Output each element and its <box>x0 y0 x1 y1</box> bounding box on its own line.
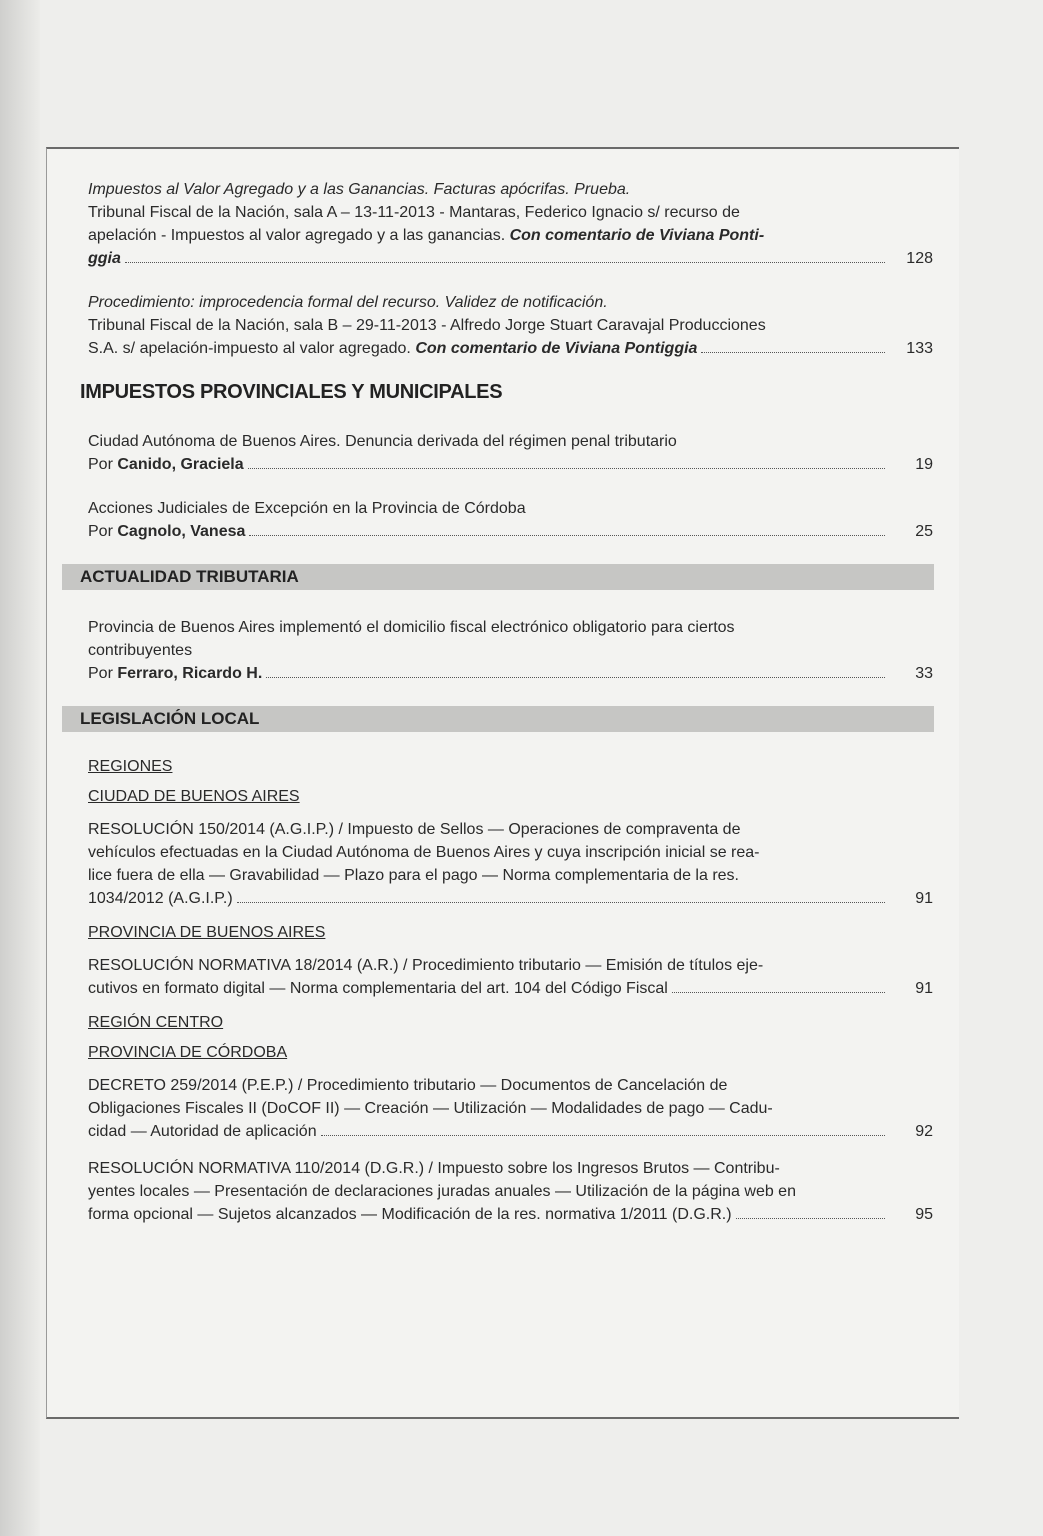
section-bar: LEGISLACIÓN LOCAL <box>62 706 934 732</box>
page-number: 91 <box>915 890 933 907</box>
toc-entry[interactable]: RESOLUCIÓN NORMATIVA 18/2014 (A.R.) / Procedimiento tributario — Emisión de títulos eje- cutivos en formato digital — Norma complementaria del art. 104 del Código Fiscal 91 <box>88 954 933 1000</box>
entry-line: apelación - Impuestos al valor agregado y a las ganancias. Con comentario de Viviana Ponti- <box>88 227 765 244</box>
subregion-heading: PROVINCIA DE CÓRDOBA <box>88 1044 288 1061</box>
entry-title: Provincia de Buenos Aires implementó el domicilio fiscal electrónico obligatorio para ciertos <box>88 619 735 636</box>
region-heading: REGIÓN CENTRO <box>88 1014 224 1031</box>
entry-subject: Procedimiento: improcedencia formal del recurso. Validez de notificación. <box>88 294 608 311</box>
entry-title: contribuyentes <box>88 642 193 659</box>
section-bar: ACTUALIDAD TRIBUTARIA <box>62 564 934 590</box>
table-of-contents <box>80 178 933 1240</box>
entry-title: Acciones Judiciales de Excepción en la Provincia de Córdoba <box>88 500 526 517</box>
toc-entry[interactable] <box>88 291 933 360</box>
entry-line: Tribunal Fiscal de la Nación, sala A – 13-11-2013 - Mantaras, Federico Ignacio s/ recurso de <box>88 204 740 221</box>
page-number: 91 <box>915 980 933 997</box>
toc-entry[interactable]: RESOLUCIÓN NORMATIVA 110/2014 (D.G.R.) / Impuesto sobre los Ingresos Brutos — Contribu- yentes locales — Presentación de declaraciones juradas anuales — Utilización de la página web en forma opcional — Sujetos alcanzados — Modificación de la res. normativa 1/2011 (D.G.R.) 95 <box>88 1157 933 1226</box>
entry-leader: forma opcional — Sujetos alcanzados — Modificación de la res. normativa 1/2011 (D.G.R.) 95 <box>88 1203 933 1226</box>
page-shadow <box>0 0 40 1536</box>
entry-subject: Impuestos al Valor Agregado y a las Ganancias. Facturas apócrifas. Prueba. <box>88 181 631 198</box>
toc-entry[interactable]: DECRETO 259/2014 (P.E.P.) / Procedimiento tributario — Documentos de Cancelación de Obligaciones Fiscales II (DoCOF II) — Creación — Utilización — Modalidades de pago — Cadu- cidad — Autoridad de aplicación 92 <box>88 1074 933 1143</box>
page-number: 19 <box>915 456 933 473</box>
page-number: 25 <box>915 523 933 540</box>
section-title: IMPUESTOS PROVINCIALES Y MUNICIPALES <box>80 381 503 403</box>
subregion-heading: PROVINCIA DE BUENOS AIRES <box>88 924 326 941</box>
entry-leader: 1034/2012 (A.G.I.P.) 91 <box>88 887 933 910</box>
subregion-heading: CIUDAD DE BUENOS AIRES <box>88 788 300 805</box>
entry-leader: Por Cagnolo, Vanesa 25 <box>88 520 933 543</box>
entry-title: Ciudad Autónoma de Buenos Aires. Denuncia derivada del régimen penal tributario <box>88 433 677 450</box>
toc-entry[interactable] <box>88 178 933 270</box>
entry-leader: Por Ferraro, Ricardo H. 33 <box>88 662 933 685</box>
toc-entry[interactable] <box>88 497 933 543</box>
entry-line: Tribunal Fiscal de la Nación, sala B – 29-11-2013 - Alfredo Jorge Stuart Caravajal Producciones <box>88 317 766 334</box>
entry-leader: cidad — Autoridad de aplicación 92 <box>88 1120 933 1143</box>
author: Canido, Graciela <box>117 456 244 473</box>
region-heading: REGIONES <box>88 758 173 775</box>
entry-leader: Por Canido, Graciela 19 <box>88 453 933 476</box>
author: Cagnolo, Vanesa <box>117 523 246 540</box>
entry-leader: cutivos en formato digital — Norma complementaria del art. 104 del Código Fiscal 91 <box>88 977 933 1000</box>
author: Ferraro, Ricardo H. <box>117 665 263 682</box>
entry-leader: ggia 128 <box>88 247 933 270</box>
page-number: 128 <box>906 250 933 267</box>
page-number: 95 <box>915 1206 933 1223</box>
toc-entry[interactable] <box>88 616 933 685</box>
toc-entry[interactable] <box>88 430 933 476</box>
page-number: 33 <box>915 665 933 682</box>
page-number: 133 <box>906 340 933 357</box>
page-number: 92 <box>915 1123 933 1140</box>
toc-entry[interactable]: RESOLUCIÓN 150/2014 (A.G.I.P.) / Impuesto de Sellos — Operaciones de compraventa de vehículos efectuadas en la Ciudad Autónoma de Buenos Aires y cuya inscripción inicial se rea- lice fuera de ella — Gravabilidad — Plazo para el pago — Norma complementaria de la res. 1034/2012 (A.G.I.P.) 91 <box>88 818 933 910</box>
entry-leader: S.A. s/ apelación-impuesto al valor agregado. Con comentario de Viviana Pontiggia 133 <box>88 337 933 360</box>
